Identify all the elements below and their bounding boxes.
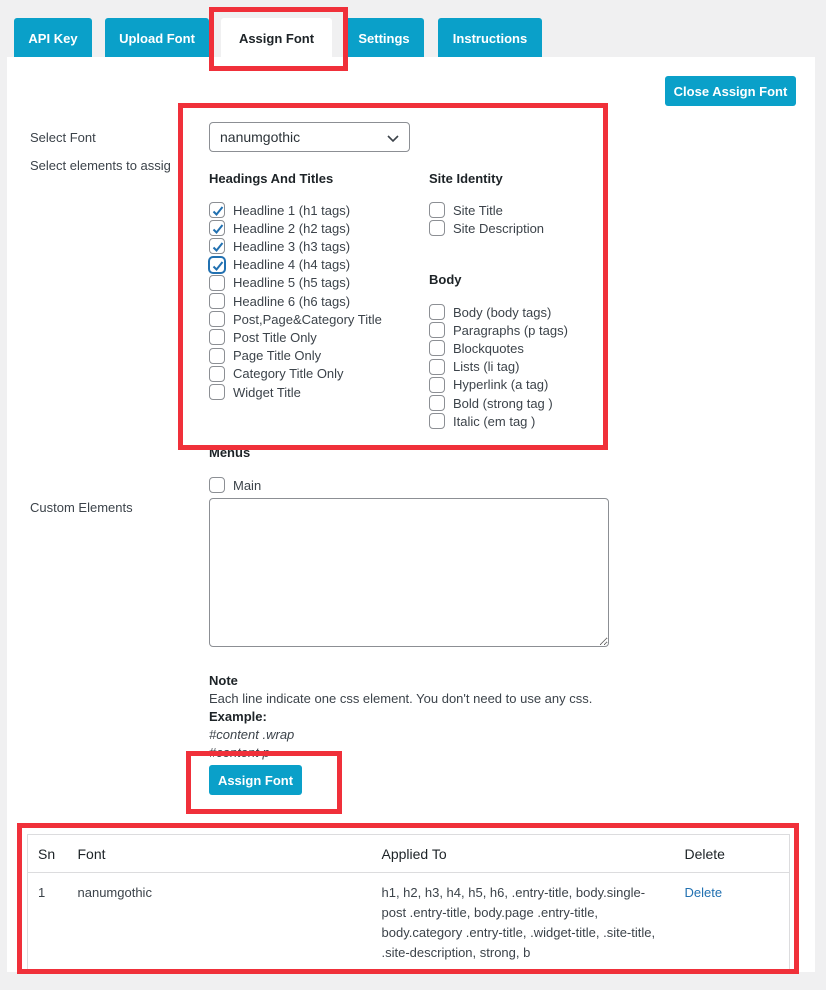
heading-checkbox-label: Headline 3 (h3 tags) xyxy=(233,238,351,254)
select-font-label: Select Font xyxy=(30,130,96,145)
row-sn: 1 xyxy=(38,885,46,900)
site-identity-checkbox-row[interactable] xyxy=(429,201,503,219)
checkmark-icon xyxy=(210,239,226,255)
site-identity-section-title: Site Identity xyxy=(429,171,503,186)
body-checkbox[interactable] xyxy=(429,322,445,338)
chevron-down-icon xyxy=(386,131,400,145)
note-block xyxy=(209,672,629,760)
column-header-applied-to: Applied To xyxy=(372,835,675,873)
heading-checkbox[interactable] xyxy=(209,257,225,273)
heading-checkbox[interactable] xyxy=(209,329,225,345)
body-checkbox-label: Blockquotes xyxy=(453,340,524,356)
body-checkbox-label: Body (body tags) xyxy=(453,304,552,320)
example-line: #content p xyxy=(209,745,270,760)
heading-checkbox-label: Headline 5 (h5 tags) xyxy=(233,275,351,291)
heading-checkbox-label: Widget Title xyxy=(233,384,301,400)
body-checkbox[interactable] xyxy=(429,340,445,356)
heading-checkbox-row[interactable] xyxy=(209,310,382,328)
tab-api-key[interactable]: API Key xyxy=(14,18,92,58)
body-checkbox[interactable] xyxy=(429,377,445,393)
close-assign-font-button[interactable]: Close Assign Font xyxy=(665,76,796,106)
tab-upload-font[interactable]: Upload Font xyxy=(105,18,209,58)
row-delete-cell xyxy=(675,873,790,974)
assigned-fonts-table xyxy=(27,834,790,974)
heading-checkbox-row[interactable] xyxy=(209,237,350,255)
note-text: Each line indicate one css element. You don't need to use any css. xyxy=(209,691,593,706)
checkmark-icon xyxy=(210,203,226,219)
menu-checkbox-row[interactable] xyxy=(209,476,261,494)
body-checkbox-row[interactable] xyxy=(429,321,568,339)
site-identity-checkbox[interactable] xyxy=(429,220,445,236)
heading-checkbox-row[interactable] xyxy=(209,219,350,237)
column-header-delete: Delete xyxy=(675,835,790,873)
heading-checkbox-label: Post Title Only xyxy=(233,329,317,345)
body-checkbox-row[interactable] xyxy=(429,339,524,357)
body-checkbox-row[interactable] xyxy=(429,376,548,394)
table-row xyxy=(28,873,790,974)
menus-section-title: Menus xyxy=(209,445,251,460)
body-checkbox-label: Paragraphs (p tags) xyxy=(453,322,568,338)
column-header-sn: Sn xyxy=(28,835,68,873)
body-checkbox-label: Hyperlink (a tag) xyxy=(453,377,549,393)
heading-checkbox-row[interactable] xyxy=(209,256,350,274)
body-checkbox-label: Lists (li tag) xyxy=(453,359,520,375)
heading-checkbox-label: Headline 2 (h2 tags) xyxy=(233,220,351,236)
heading-checkbox[interactable] xyxy=(209,311,225,327)
heading-checkbox[interactable] xyxy=(209,220,225,236)
heading-checkbox[interactable] xyxy=(209,348,225,364)
example-title: Example: xyxy=(209,709,267,724)
heading-checkbox[interactable] xyxy=(209,275,225,291)
font-select[interactable] xyxy=(209,122,410,152)
heading-checkbox-label: Page Title Only xyxy=(233,348,322,364)
heading-checkbox[interactable] xyxy=(209,202,225,218)
body-section-title: Body xyxy=(429,272,462,287)
body-checkbox[interactable] xyxy=(429,395,445,411)
tab-instructions[interactable]: Instructions xyxy=(438,18,542,58)
heading-checkbox[interactable] xyxy=(209,293,225,309)
heading-checkbox-row[interactable] xyxy=(209,347,321,365)
checkmark-icon xyxy=(210,221,226,237)
menu-checkbox-label: Main xyxy=(233,477,262,493)
heading-checkbox-label: Post,Page&Category Title xyxy=(233,311,382,327)
body-checkbox[interactable] xyxy=(429,304,445,320)
heading-checkbox-label: Headline 1 (h1 tags) xyxy=(233,202,351,218)
assign-font-button[interactable]: Assign Font xyxy=(209,765,302,795)
heading-checkbox-row[interactable] xyxy=(209,365,344,383)
headings-section-title: Headings And Titles xyxy=(209,171,334,186)
heading-checkbox[interactable] xyxy=(209,384,225,400)
heading-checkbox[interactable] xyxy=(209,238,225,254)
site-identity-checkbox-label: Site Description xyxy=(453,220,545,236)
heading-checkbox-row[interactable] xyxy=(209,274,350,292)
tab-assign-font[interactable]: Assign Font xyxy=(221,18,332,58)
delete-link[interactable]: Delete xyxy=(684,885,723,900)
row-font: nanumgothic xyxy=(77,885,152,900)
body-checkbox-row[interactable] xyxy=(429,358,519,376)
note-title: Note xyxy=(209,673,238,688)
site-identity-checkbox[interactable] xyxy=(429,202,445,218)
custom-elements-textarea[interactable] xyxy=(209,498,609,647)
site-identity-checkbox-label: Site Title xyxy=(453,202,503,218)
custom-elements-label: Custom Elements xyxy=(30,500,133,515)
column-header-font: Font xyxy=(68,835,372,873)
body-checkbox[interactable] xyxy=(429,359,445,375)
body-checkbox-row[interactable] xyxy=(429,412,535,430)
site-identity-checkbox-row[interactable] xyxy=(429,219,544,237)
heading-checkbox-label: Category Title Only xyxy=(233,366,344,382)
menu-checkbox[interactable] xyxy=(209,477,225,493)
checkmark-icon xyxy=(210,258,226,274)
body-checkbox-row[interactable] xyxy=(429,303,551,321)
table-header-row xyxy=(28,835,790,873)
example-line: #content .wrap xyxy=(209,727,295,742)
body-checkbox[interactable] xyxy=(429,413,445,429)
body-checkbox-row[interactable] xyxy=(429,394,553,412)
heading-checkbox-label: Headline 6 (h6 tags) xyxy=(233,293,351,309)
heading-checkbox-row[interactable] xyxy=(209,328,317,346)
row-applied-to: h1, h2, h3, h4, h5, h6, .entry-title, body.single-post .entry-title, body.page .entry-title, body.category .entry-title, .widget-title, .site-title, .site-description, strong, b xyxy=(381,885,656,960)
body-checkbox-label: Bold (strong tag ) xyxy=(453,395,553,411)
select-elements-label: Select elements to assig xyxy=(30,158,171,173)
tab-settings[interactable]: Settings xyxy=(344,18,424,58)
font-select-value: nanumgothic xyxy=(220,129,301,145)
heading-checkbox[interactable] xyxy=(209,366,225,382)
heading-checkbox-label: Headline 4 (h4 tags) xyxy=(233,257,351,273)
heading-checkbox-row[interactable] xyxy=(209,292,350,310)
heading-checkbox-row[interactable] xyxy=(209,201,350,219)
heading-checkbox-row[interactable] xyxy=(209,383,301,401)
body-checkbox-label: Italic (em tag ) xyxy=(453,413,536,429)
